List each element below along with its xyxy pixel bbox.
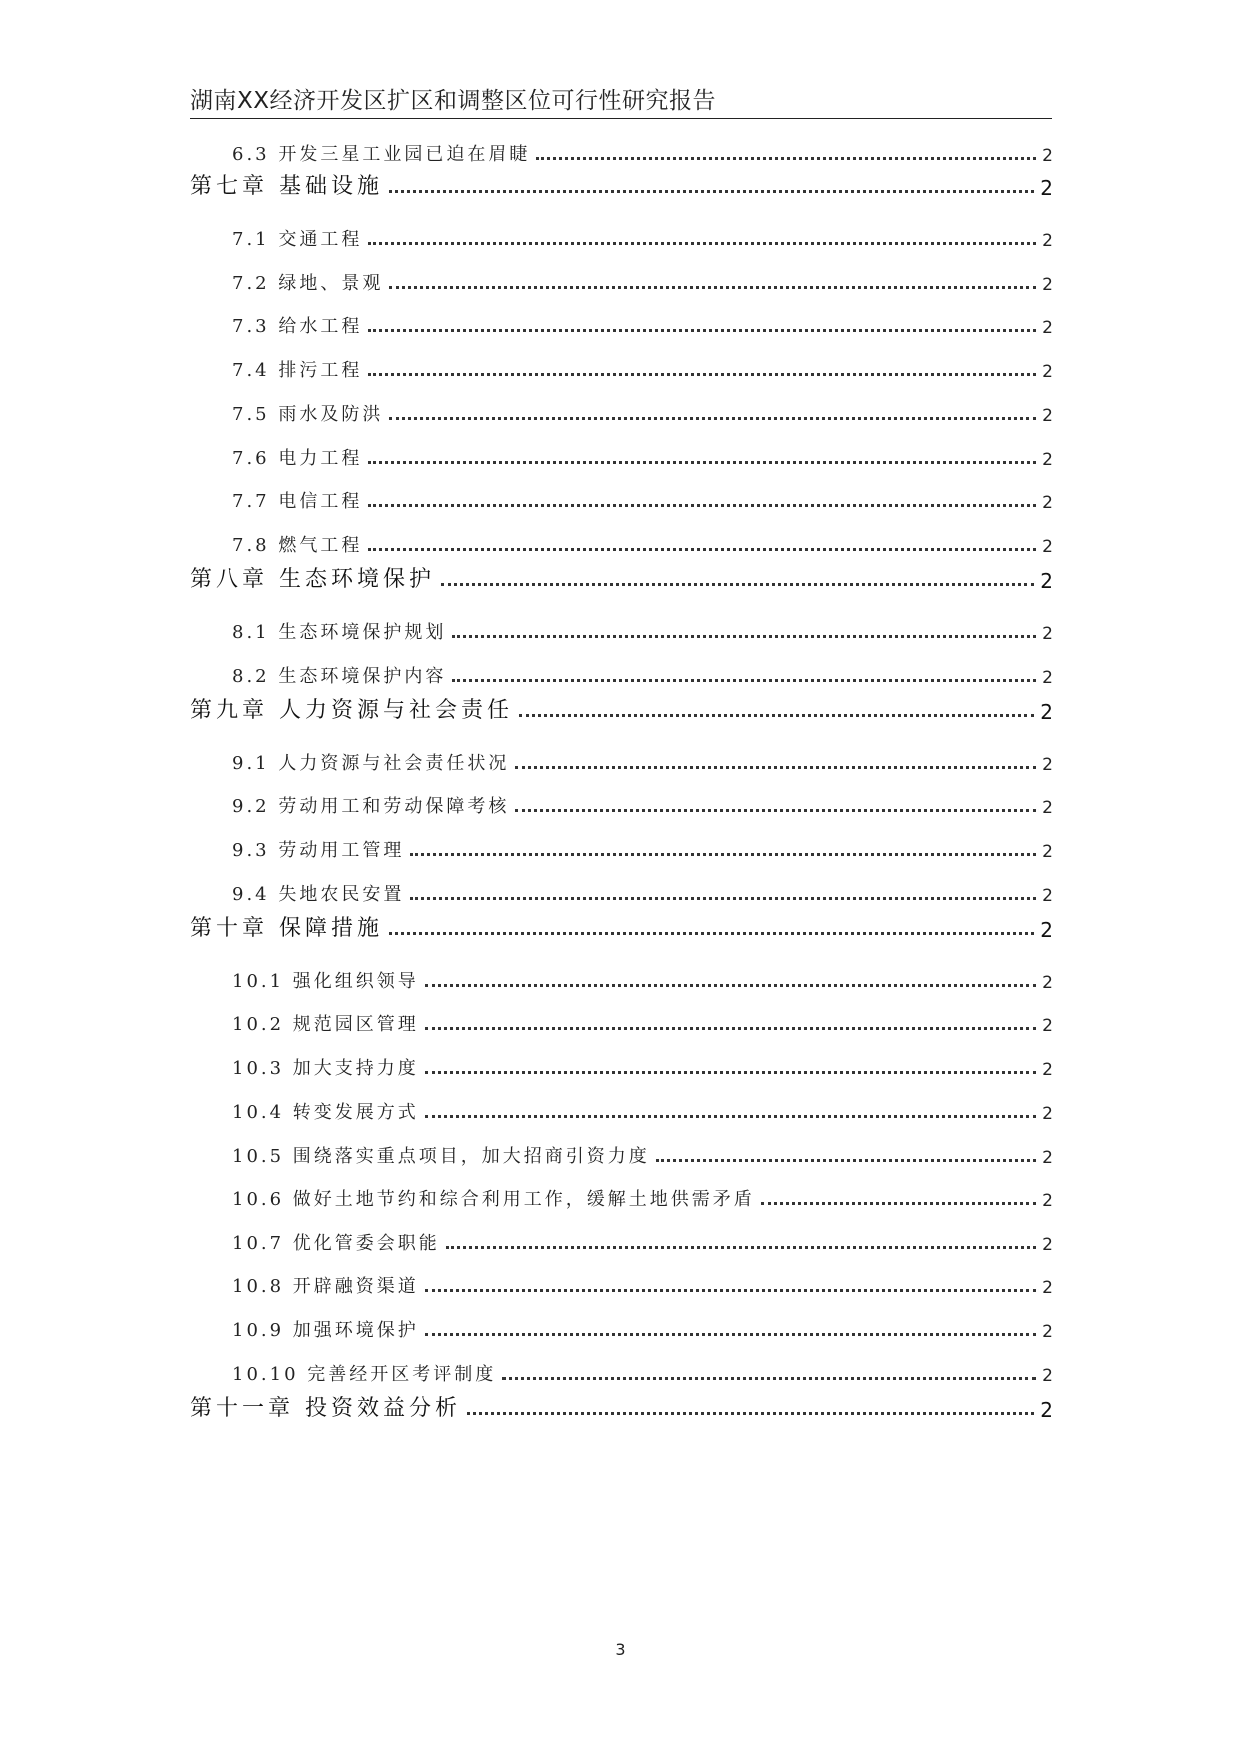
dot-leader (467, 1412, 1034, 1415)
dot-leader (452, 635, 1036, 638)
dot-leader (389, 417, 1036, 420)
toc-entry-page-number: 2 (1042, 406, 1053, 426)
toc-section-entry[interactable] (232, 312, 1053, 338)
toc-entry-page-number: 2 (1042, 1366, 1053, 1386)
toc-entry-label: 6.3 开发三星工业园已迫在眉睫 (232, 144, 531, 165)
toc-entry-page-number: 2 (1042, 886, 1053, 906)
dot-leader (441, 583, 1034, 586)
toc-entry-page-number: 2 (1042, 231, 1053, 251)
toc-entry-page-number: 2 (1042, 318, 1053, 338)
toc-entry-page-number: 2 (1042, 146, 1053, 166)
dot-leader (425, 984, 1036, 987)
dot-leader (452, 679, 1036, 682)
toc-section-entry[interactable] (232, 967, 1053, 993)
toc-section-entry[interactable] (232, 1316, 1053, 1342)
toc-chapter-entry[interactable] (190, 170, 1053, 200)
toc-entry-page-number: 2 (1042, 1235, 1053, 1255)
toc-section-entry[interactable] (232, 1185, 1053, 1211)
toc-entry-label: 10.1 强化组织领导 (232, 971, 419, 992)
dot-leader (368, 504, 1036, 507)
toc-entry-page-number: 2 (1040, 700, 1053, 724)
toc-section-entry[interactable] (232, 487, 1053, 513)
dot-leader (425, 1289, 1036, 1292)
toc-entry-label: 9.2 劳动用工和劳动保障考核 (232, 796, 510, 817)
toc-section-entry[interactable] (232, 662, 1053, 688)
dot-leader (536, 157, 1036, 160)
dot-leader (389, 286, 1036, 289)
toc-entry-label: 8.1 生态环境保护规划 (232, 622, 447, 643)
dot-leader (502, 1377, 1036, 1380)
toc-entry-label: 第八章 生态环境保护 (190, 567, 435, 592)
toc-entry-label: 10.6 做好土地节约和综合利用工作，缓解土地供需矛盾 (232, 1189, 755, 1210)
dot-leader (446, 1246, 1036, 1249)
dot-leader (368, 548, 1036, 551)
toc-entry-label: 第十章 保障措施 (190, 916, 383, 941)
toc-section-entry[interactable] (232, 1142, 1053, 1168)
toc-section-entry[interactable] (232, 225, 1053, 251)
toc-entry-label: 10.2 规范园区管理 (232, 1014, 419, 1035)
dot-leader (761, 1202, 1036, 1205)
toc-entry-page-number: 2 (1042, 973, 1053, 993)
toc-entry-label: 7.2 绿地、景观 (232, 273, 384, 294)
toc-section-entry[interactable] (232, 356, 1053, 382)
toc-section-entry[interactable] (232, 400, 1053, 426)
toc-entry-page-number: 2 (1042, 1060, 1053, 1080)
toc-entry-label: 10.4 转变发展方式 (232, 1102, 419, 1123)
toc-chapter-entry[interactable] (190, 912, 1053, 942)
toc-entry-label: 10.5 围绕落实重点项目，加大招商引资力度 (232, 1146, 650, 1167)
document-title: 湖南XX经济开发区扩区和调整区位可行性研究报告 (190, 88, 717, 114)
toc-section-entry[interactable] (232, 1360, 1053, 1386)
page-number: 3 (615, 1640, 626, 1659)
toc-section-entry[interactable] (232, 1098, 1053, 1124)
toc-entry-page-number: 2 (1042, 450, 1053, 470)
dot-leader (425, 1115, 1036, 1118)
toc-chapter-entry[interactable] (190, 694, 1053, 724)
toc-entry-label: 10.8 开辟融资渠道 (232, 1276, 419, 1297)
toc-entry-label: 第七章 基础设施 (190, 174, 383, 199)
dot-leader (389, 190, 1034, 193)
toc-entry-page-number: 2 (1040, 569, 1053, 593)
toc-section-entry[interactable] (232, 531, 1053, 557)
dot-leader (368, 373, 1036, 376)
dot-leader (656, 1159, 1036, 1162)
toc-entry-page-number: 2 (1042, 1278, 1053, 1298)
dot-leader (425, 1333, 1036, 1336)
toc-section-entry[interactable] (232, 1229, 1053, 1255)
toc-entry-label: 10.10 完善经开区考评制度 (232, 1364, 497, 1385)
dot-leader (425, 1027, 1036, 1030)
toc-entry-label: 10.9 加强环境保护 (232, 1320, 419, 1341)
toc-entry-label: 第十一章 投资效益分析 (190, 1396, 461, 1421)
toc-section-entry[interactable] (232, 880, 1053, 906)
toc-entry-label: 7.5 雨水及防洪 (232, 404, 384, 425)
toc-section-entry[interactable] (232, 618, 1053, 644)
toc-section-entry[interactable] (232, 444, 1053, 470)
toc-entry-page-number: 2 (1042, 755, 1053, 775)
dot-leader (515, 766, 1036, 769)
toc-entry-label: 7.8 燃气工程 (232, 535, 363, 556)
toc-section-entry[interactable] (232, 792, 1053, 818)
toc-entry-label: 8.2 生态环境保护内容 (232, 666, 447, 687)
toc-entry-label: 9.1 人力资源与社会责任状况 (232, 753, 510, 774)
toc-entry-page-number: 2 (1040, 176, 1053, 200)
toc-entry-page-number: 2 (1042, 1322, 1053, 1342)
toc-entry-label: 7.6 电力工程 (232, 448, 363, 469)
toc-entry-label: 9.4 失地农民安置 (232, 884, 405, 905)
toc-entry-page-number: 2 (1042, 493, 1053, 513)
toc-section-entry[interactable] (232, 749, 1053, 775)
toc-entry-page-number: 2 (1042, 1148, 1053, 1168)
toc-entry-page-number: 2 (1040, 918, 1053, 942)
toc-entry-label: 7.7 电信工程 (232, 491, 363, 512)
toc-entry-label: 第九章 人力资源与社会责任 (190, 698, 513, 723)
toc-entry-page-number: 2 (1042, 624, 1053, 644)
dot-leader (368, 461, 1036, 464)
dot-leader (425, 1071, 1036, 1074)
toc-entry-page-number: 2 (1042, 1104, 1053, 1124)
toc-section-entry[interactable] (232, 140, 1053, 166)
toc-entry-label: 7.4 排污工程 (232, 360, 363, 381)
toc-entry-page-number: 2 (1042, 842, 1053, 862)
toc-entry-label: 10.3 加大支持力度 (232, 1058, 419, 1079)
dot-leader (515, 809, 1036, 812)
toc-entry-page-number: 2 (1042, 1016, 1053, 1036)
dot-leader (410, 897, 1036, 900)
toc-entry-page-number: 2 (1042, 537, 1053, 557)
toc-section-entry[interactable] (232, 1272, 1053, 1298)
toc-entry-label: 10.7 优化管委会职能 (232, 1233, 440, 1254)
dot-leader (410, 853, 1036, 856)
toc-entry-page-number: 2 (1040, 1398, 1053, 1422)
toc-entry-label: 7.1 交通工程 (232, 229, 363, 250)
toc-chapter-entry[interactable] (190, 1392, 1053, 1422)
toc-section-entry[interactable] (232, 1010, 1053, 1036)
toc-entry-page-number: 2 (1042, 275, 1053, 295)
toc-chapter-entry[interactable] (190, 563, 1053, 593)
toc-entry-page-number: 2 (1042, 798, 1053, 818)
toc-entry-page-number: 2 (1042, 668, 1053, 688)
dot-leader (368, 242, 1036, 245)
toc-entry-label: 7.3 给水工程 (232, 316, 363, 337)
dot-leader (368, 329, 1036, 332)
toc-entry-page-number: 2 (1042, 1191, 1053, 1211)
toc-section-entry[interactable] (232, 269, 1053, 295)
toc-section-entry[interactable] (232, 836, 1053, 862)
toc-entry-label: 9.3 劳动用工管理 (232, 840, 405, 861)
toc-entry-page-number: 2 (1042, 362, 1053, 382)
dot-leader (519, 714, 1034, 717)
dot-leader (389, 932, 1034, 935)
toc-section-entry[interactable] (232, 1054, 1053, 1080)
